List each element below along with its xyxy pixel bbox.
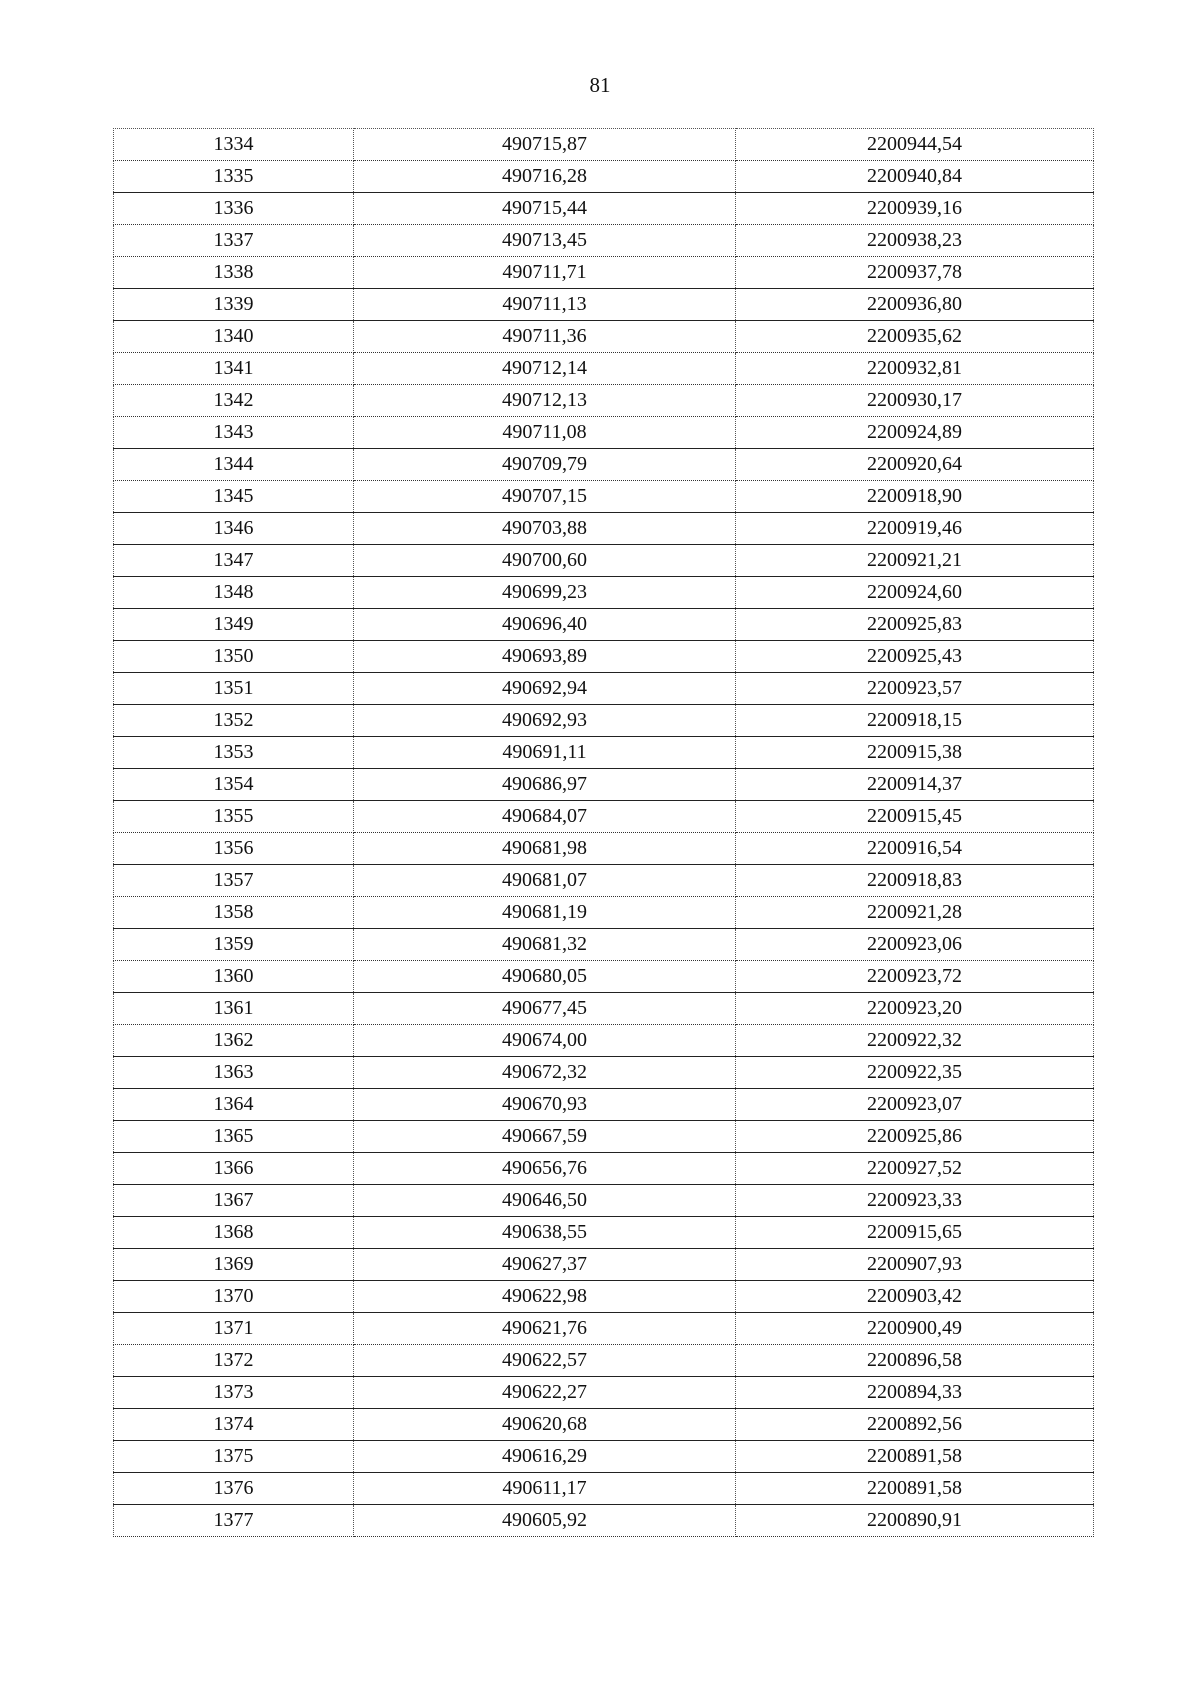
point-number-cell: 1339 (114, 289, 354, 321)
x-coordinate-cell: 490670,93 (354, 1089, 736, 1121)
point-number-cell: 1375 (114, 1441, 354, 1473)
x-coordinate-cell: 490711,13 (354, 289, 736, 321)
point-number-cell: 1350 (114, 641, 354, 673)
point-number-cell: 1356 (114, 833, 354, 865)
x-coordinate-cell: 490674,00 (354, 1025, 736, 1057)
table-row (114, 961, 1094, 993)
table-row (114, 1153, 1094, 1185)
point-number-cell: 1371 (114, 1313, 354, 1345)
point-number-cell: 1370 (114, 1281, 354, 1313)
x-coordinate-cell: 490692,94 (354, 673, 736, 705)
y-coordinate-cell: 2200923,07 (736, 1089, 1094, 1121)
y-coordinate-cell: 2200900,49 (736, 1313, 1094, 1345)
x-coordinate-cell: 490622,27 (354, 1377, 736, 1409)
table-row (114, 577, 1094, 609)
x-coordinate-cell: 490611,17 (354, 1473, 736, 1505)
y-coordinate-cell: 2200894,33 (736, 1377, 1094, 1409)
x-coordinate-cell: 490711,08 (354, 417, 736, 449)
table-row (114, 449, 1094, 481)
y-coordinate-cell: 2200891,58 (736, 1441, 1094, 1473)
point-number-cell: 1365 (114, 1121, 354, 1153)
point-number-cell: 1374 (114, 1409, 354, 1441)
x-coordinate-cell: 490715,44 (354, 193, 736, 225)
x-coordinate-cell: 490684,07 (354, 801, 736, 833)
table-row (114, 1057, 1094, 1089)
table-row (114, 1089, 1094, 1121)
y-coordinate-cell: 2200923,33 (736, 1185, 1094, 1217)
point-number-cell: 1342 (114, 385, 354, 417)
point-number-cell: 1376 (114, 1473, 354, 1505)
table-row (114, 193, 1094, 225)
x-coordinate-cell: 490622,57 (354, 1345, 736, 1377)
x-coordinate-cell: 490620,68 (354, 1409, 736, 1441)
x-coordinate-cell: 490712,14 (354, 353, 736, 385)
point-number-cell: 1341 (114, 353, 354, 385)
y-coordinate-cell: 2200939,16 (736, 193, 1094, 225)
point-number-cell: 1343 (114, 417, 354, 449)
x-coordinate-cell: 490703,88 (354, 513, 736, 545)
point-number-cell: 1346 (114, 513, 354, 545)
x-coordinate-cell: 490681,98 (354, 833, 736, 865)
x-coordinate-cell: 490716,28 (354, 161, 736, 193)
point-number-cell: 1362 (114, 1025, 354, 1057)
table-row (114, 1505, 1094, 1537)
point-number-cell: 1352 (114, 705, 354, 737)
table-row (114, 289, 1094, 321)
y-coordinate-cell: 2200923,72 (736, 961, 1094, 993)
y-coordinate-cell: 2200919,46 (736, 513, 1094, 545)
table-row (114, 737, 1094, 769)
table-row (114, 609, 1094, 641)
table-row (114, 929, 1094, 961)
y-coordinate-cell: 2200915,38 (736, 737, 1094, 769)
x-coordinate-cell: 490686,97 (354, 769, 736, 801)
x-coordinate-cell: 490709,79 (354, 449, 736, 481)
y-coordinate-cell: 2200921,28 (736, 897, 1094, 929)
point-number-cell: 1347 (114, 545, 354, 577)
x-coordinate-cell: 490711,71 (354, 257, 736, 289)
x-coordinate-cell: 490680,05 (354, 961, 736, 993)
table-row (114, 1121, 1094, 1153)
y-coordinate-cell: 2200907,93 (736, 1249, 1094, 1281)
y-coordinate-cell: 2200932,81 (736, 353, 1094, 385)
y-coordinate-cell: 2200896,58 (736, 1345, 1094, 1377)
point-number-cell: 1345 (114, 481, 354, 513)
y-coordinate-cell: 2200915,65 (736, 1217, 1094, 1249)
x-coordinate-cell: 490712,13 (354, 385, 736, 417)
y-coordinate-cell: 2200925,83 (736, 609, 1094, 641)
point-number-cell: 1335 (114, 161, 354, 193)
y-coordinate-cell: 2200938,23 (736, 225, 1094, 257)
x-coordinate-cell: 490715,87 (354, 129, 736, 161)
x-coordinate-cell: 490707,15 (354, 481, 736, 513)
x-coordinate-cell: 490621,76 (354, 1313, 736, 1345)
y-coordinate-cell: 2200891,58 (736, 1473, 1094, 1505)
point-number-cell: 1358 (114, 897, 354, 929)
table-row (114, 513, 1094, 545)
y-coordinate-cell: 2200923,57 (736, 673, 1094, 705)
table-row (114, 1313, 1094, 1345)
y-coordinate-cell: 2200918,90 (736, 481, 1094, 513)
y-coordinate-cell: 2200903,42 (736, 1281, 1094, 1313)
x-coordinate-cell: 490691,11 (354, 737, 736, 769)
table-row (114, 769, 1094, 801)
x-coordinate-cell: 490713,45 (354, 225, 736, 257)
y-coordinate-cell: 2200923,06 (736, 929, 1094, 961)
x-coordinate-cell: 490622,98 (354, 1281, 736, 1313)
y-coordinate-cell: 2200935,62 (736, 321, 1094, 353)
point-number-cell: 1367 (114, 1185, 354, 1217)
y-coordinate-cell: 2200914,37 (736, 769, 1094, 801)
table-row (114, 1281, 1094, 1313)
point-number-cell: 1354 (114, 769, 354, 801)
table-row (114, 481, 1094, 513)
table-row (114, 417, 1094, 449)
point-number-cell: 1337 (114, 225, 354, 257)
point-number-cell: 1369 (114, 1249, 354, 1281)
table-row (114, 1345, 1094, 1377)
table-row (114, 1377, 1094, 1409)
x-coordinate-cell: 490638,55 (354, 1217, 736, 1249)
x-coordinate-cell: 490700,60 (354, 545, 736, 577)
table-row (114, 1409, 1094, 1441)
table-row (114, 1441, 1094, 1473)
point-number-cell: 1363 (114, 1057, 354, 1089)
point-number-cell: 1338 (114, 257, 354, 289)
table-row (114, 1217, 1094, 1249)
point-number-cell: 1349 (114, 609, 354, 641)
table-row (114, 705, 1094, 737)
x-coordinate-cell: 490646,50 (354, 1185, 736, 1217)
point-number-cell: 1373 (114, 1377, 354, 1409)
point-number-cell: 1357 (114, 865, 354, 897)
y-coordinate-cell: 2200927,52 (736, 1153, 1094, 1185)
x-coordinate-cell: 490616,29 (354, 1441, 736, 1473)
point-number-cell: 1334 (114, 129, 354, 161)
page-number: 81 (589, 73, 611, 97)
y-coordinate-cell: 2200944,54 (736, 129, 1094, 161)
y-coordinate-cell: 2200922,32 (736, 1025, 1094, 1057)
point-number-cell: 1348 (114, 577, 354, 609)
table-row (114, 385, 1094, 417)
point-number-cell: 1359 (114, 929, 354, 961)
x-coordinate-cell: 490605,92 (354, 1505, 736, 1537)
point-number-cell: 1351 (114, 673, 354, 705)
y-coordinate-cell: 2200916,54 (736, 833, 1094, 865)
point-number-cell: 1368 (114, 1217, 354, 1249)
x-coordinate-cell: 490627,37 (354, 1249, 736, 1281)
table-row (114, 257, 1094, 289)
table-row (114, 897, 1094, 929)
table-row (114, 673, 1094, 705)
x-coordinate-cell: 490696,40 (354, 609, 736, 641)
y-coordinate-cell: 2200936,80 (736, 289, 1094, 321)
x-coordinate-cell: 490692,93 (354, 705, 736, 737)
table-row (114, 1249, 1094, 1281)
point-number-cell: 1344 (114, 449, 354, 481)
table-row (114, 161, 1094, 193)
point-number-cell: 1377 (114, 1505, 354, 1537)
point-number-cell: 1353 (114, 737, 354, 769)
table-row (114, 1473, 1094, 1505)
point-number-cell: 1364 (114, 1089, 354, 1121)
x-coordinate-cell: 490711,36 (354, 321, 736, 353)
table-row (114, 1185, 1094, 1217)
y-coordinate-cell: 2200930,17 (736, 385, 1094, 417)
point-number-cell: 1336 (114, 193, 354, 225)
x-coordinate-cell: 490693,89 (354, 641, 736, 673)
point-number-cell: 1360 (114, 961, 354, 993)
y-coordinate-cell: 2200915,45 (736, 801, 1094, 833)
x-coordinate-cell: 490672,32 (354, 1057, 736, 1089)
y-coordinate-cell: 2200923,20 (736, 993, 1094, 1025)
point-number-cell: 1361 (114, 993, 354, 1025)
point-number-cell: 1340 (114, 321, 354, 353)
table-row (114, 321, 1094, 353)
table-row (114, 993, 1094, 1025)
x-coordinate-cell: 490681,07 (354, 865, 736, 897)
point-number-cell: 1372 (114, 1345, 354, 1377)
y-coordinate-cell: 2200921,21 (736, 545, 1094, 577)
x-coordinate-cell: 490677,45 (354, 993, 736, 1025)
y-coordinate-cell: 2200940,84 (736, 161, 1094, 193)
y-coordinate-cell: 2200892,56 (736, 1409, 1094, 1441)
y-coordinate-cell: 2200925,43 (736, 641, 1094, 673)
x-coordinate-cell: 490699,23 (354, 577, 736, 609)
y-coordinate-cell: 2200890,91 (736, 1505, 1094, 1537)
y-coordinate-cell: 2200937,78 (736, 257, 1094, 289)
table-row (114, 641, 1094, 673)
y-coordinate-cell: 2200924,60 (736, 577, 1094, 609)
table-row (114, 225, 1094, 257)
table-row (114, 1025, 1094, 1057)
coordinates-table-body (114, 129, 1094, 1537)
y-coordinate-cell: 2200918,15 (736, 705, 1094, 737)
coordinates-table (113, 128, 1094, 1537)
x-coordinate-cell: 490681,32 (354, 929, 736, 961)
table-row (114, 865, 1094, 897)
table-row (114, 545, 1094, 577)
table-row (114, 801, 1094, 833)
x-coordinate-cell: 490681,19 (354, 897, 736, 929)
y-coordinate-cell: 2200920,64 (736, 449, 1094, 481)
x-coordinate-cell: 490667,59 (354, 1121, 736, 1153)
y-coordinate-cell: 2200922,35 (736, 1057, 1094, 1089)
x-coordinate-cell: 490656,76 (354, 1153, 736, 1185)
y-coordinate-cell: 2200924,89 (736, 417, 1094, 449)
y-coordinate-cell: 2200925,86 (736, 1121, 1094, 1153)
point-number-cell: 1355 (114, 801, 354, 833)
table-row (114, 353, 1094, 385)
table-row (114, 129, 1094, 161)
y-coordinate-cell: 2200918,83 (736, 865, 1094, 897)
table-row (114, 833, 1094, 865)
point-number-cell: 1366 (114, 1153, 354, 1185)
